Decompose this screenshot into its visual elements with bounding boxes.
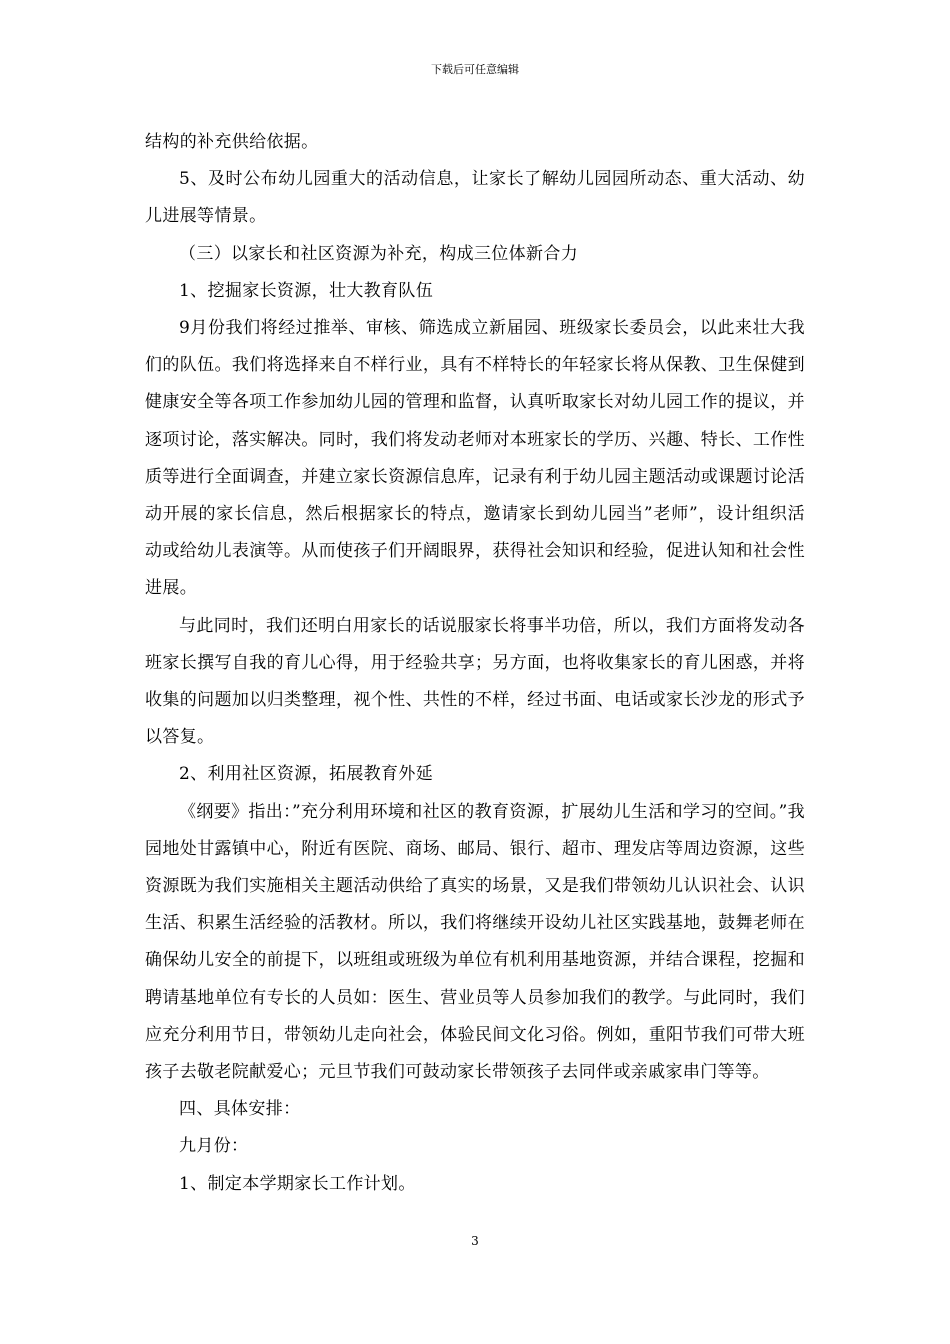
paragraph: 5、及时公布幼儿园重大的活动信息，让家长了解幼儿园园所动态、重大活动、幼儿进展等情景。 <box>145 169 805 227</box>
section-heading: 四、具体安排： <box>179 1099 301 1120</box>
paragraph: 9月份我们将经过推举、审核、筛选成立新届园、班级家长委员会，以此来壮大我们的队伍。我们将选择来自不样行业，具有不样特长的年轻家长将从保教、卫生保健到健康安全等各项工作参加幼儿园的管理和监督，认真听取家长对幼儿园工作的提议，并逐项讨论，落实解决。同时，我们将发动老师对本班家长的学历、兴趣、特长、工作性质等进行全面调查，并建立家长资源信息库，记录有利于幼儿园主题活动或课题讨论活动开展的家长信息，然后根据家长的特点，邀请家长到幼儿园当”老师”，设计组织活动或给幼儿表演等。从而使孩子们开阔眼界，获得社会知识和经验，促进认知和社会性进展。 <box>145 318 805 599</box>
page-number: 3 <box>471 1234 479 1248</box>
page-header: 下载后可任意编辑 <box>431 63 519 76</box>
paragraph: 结构的补充供给依据。 <box>145 132 319 152</box>
subsection-heading: 2、利用社区资源，拓展教育外延 <box>179 764 434 785</box>
paragraph: 《纲要》指出：”充分利用环境和社区的教育资源，扩展幼儿生活和学习的空间。”我园地处甘露镇中心，附近有医院、商场、邮局、银行、超市、理发店等周边资源，这些资源既为我们实施相关主题活动供给了真实的场景，又是我们带领幼儿认识社会、认识生活、积累生活经验的活教材。所以，我们将继续开设幼儿社区实践基地，鼓舞老师在确保幼儿安全的前提下，以班组或班级为单位有机利用基地资源，并结合课程，挖掘和聘请基地单位有专长的人员如：医生、营业员等人员参加我们的教学。与此同时，我们应充分利用节日，带领幼儿走向社会，体验民间文化习俗。例如，重阳节我们可带大班孩子去敬老院献爱心；元旦节我们可鼓动家长带领孩子去同伴或亲戚家串门等等。 <box>145 801 805 1083</box>
subsection-heading: 1、挖掘家长资源，壮大教育队伍 <box>179 280 434 301</box>
document-body <box>145 124 805 1203</box>
section-heading: （三）以家长和社区资源为补充，构成三位体新合力 <box>179 243 579 264</box>
paragraph: 与此同时，我们还明白用家长的话说服家长将事半功倍，所以，我们方面将发动各班家长撰写自我的育儿心得，用于经验共享；另方面，也将收集家长的育儿困惑，并将收集的问题加以归类整理，视个性、共性的不样，经过书面、电话或家长沙龙的形式予以答复。 <box>145 615 805 748</box>
month-heading: 九月份： <box>179 1136 249 1157</box>
list-item: 1、制定本学期家长工作计划。 <box>179 1173 416 1194</box>
